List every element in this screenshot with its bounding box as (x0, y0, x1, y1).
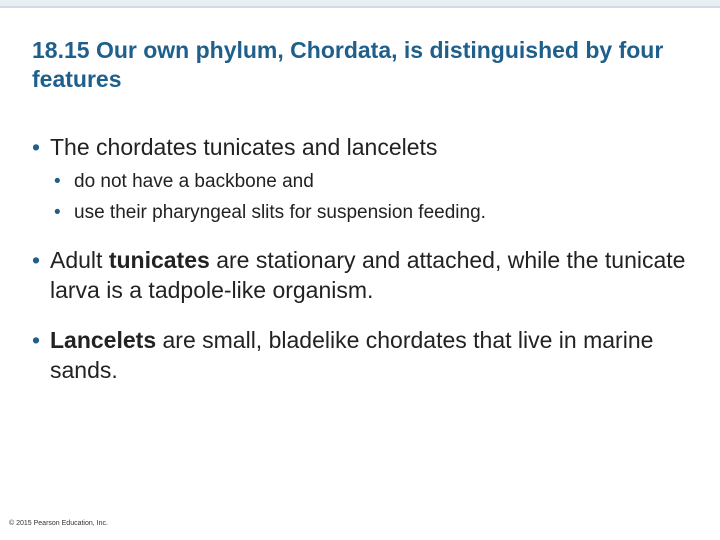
bullet-term: tunicates (108, 247, 210, 273)
bullet-text-rest: are small, bladelike chordates that live in marine sands. (50, 327, 654, 383)
bullet-point (32, 325, 692, 385)
bullet-icon: • (32, 247, 41, 273)
sub-bullet-point (54, 200, 692, 225)
slide-title: 18.15 Our own phylum, Chordata, is distinguished by four features (32, 37, 664, 92)
bullet-point (32, 132, 692, 162)
bullet-text-rest: are stationary and attached, while the tunicate larva is a tadpole-like organism. (50, 247, 686, 303)
bullet-icon: • (54, 202, 61, 223)
sub-bullet-text: use their pharyngeal slits for suspension feeding. (74, 202, 486, 223)
bullet-icon: • (32, 134, 41, 160)
bullet-point (32, 245, 692, 305)
sub-bullet-point (54, 169, 692, 194)
bullet-text: The chordates tunicates and lancelets (50, 134, 438, 160)
copyright-footer: © 2015 Pearson Education, Inc. (9, 520, 108, 527)
bullet-text-lead: Adult (50, 247, 109, 273)
slide-body (32, 132, 692, 385)
bullet-icon: • (32, 327, 41, 353)
sub-bullet-text: do not have a backbone and (74, 171, 314, 192)
bullet-term: Lancelets (50, 327, 157, 353)
header-rule (0, 0, 720, 8)
bullet-icon: • (54, 171, 61, 192)
